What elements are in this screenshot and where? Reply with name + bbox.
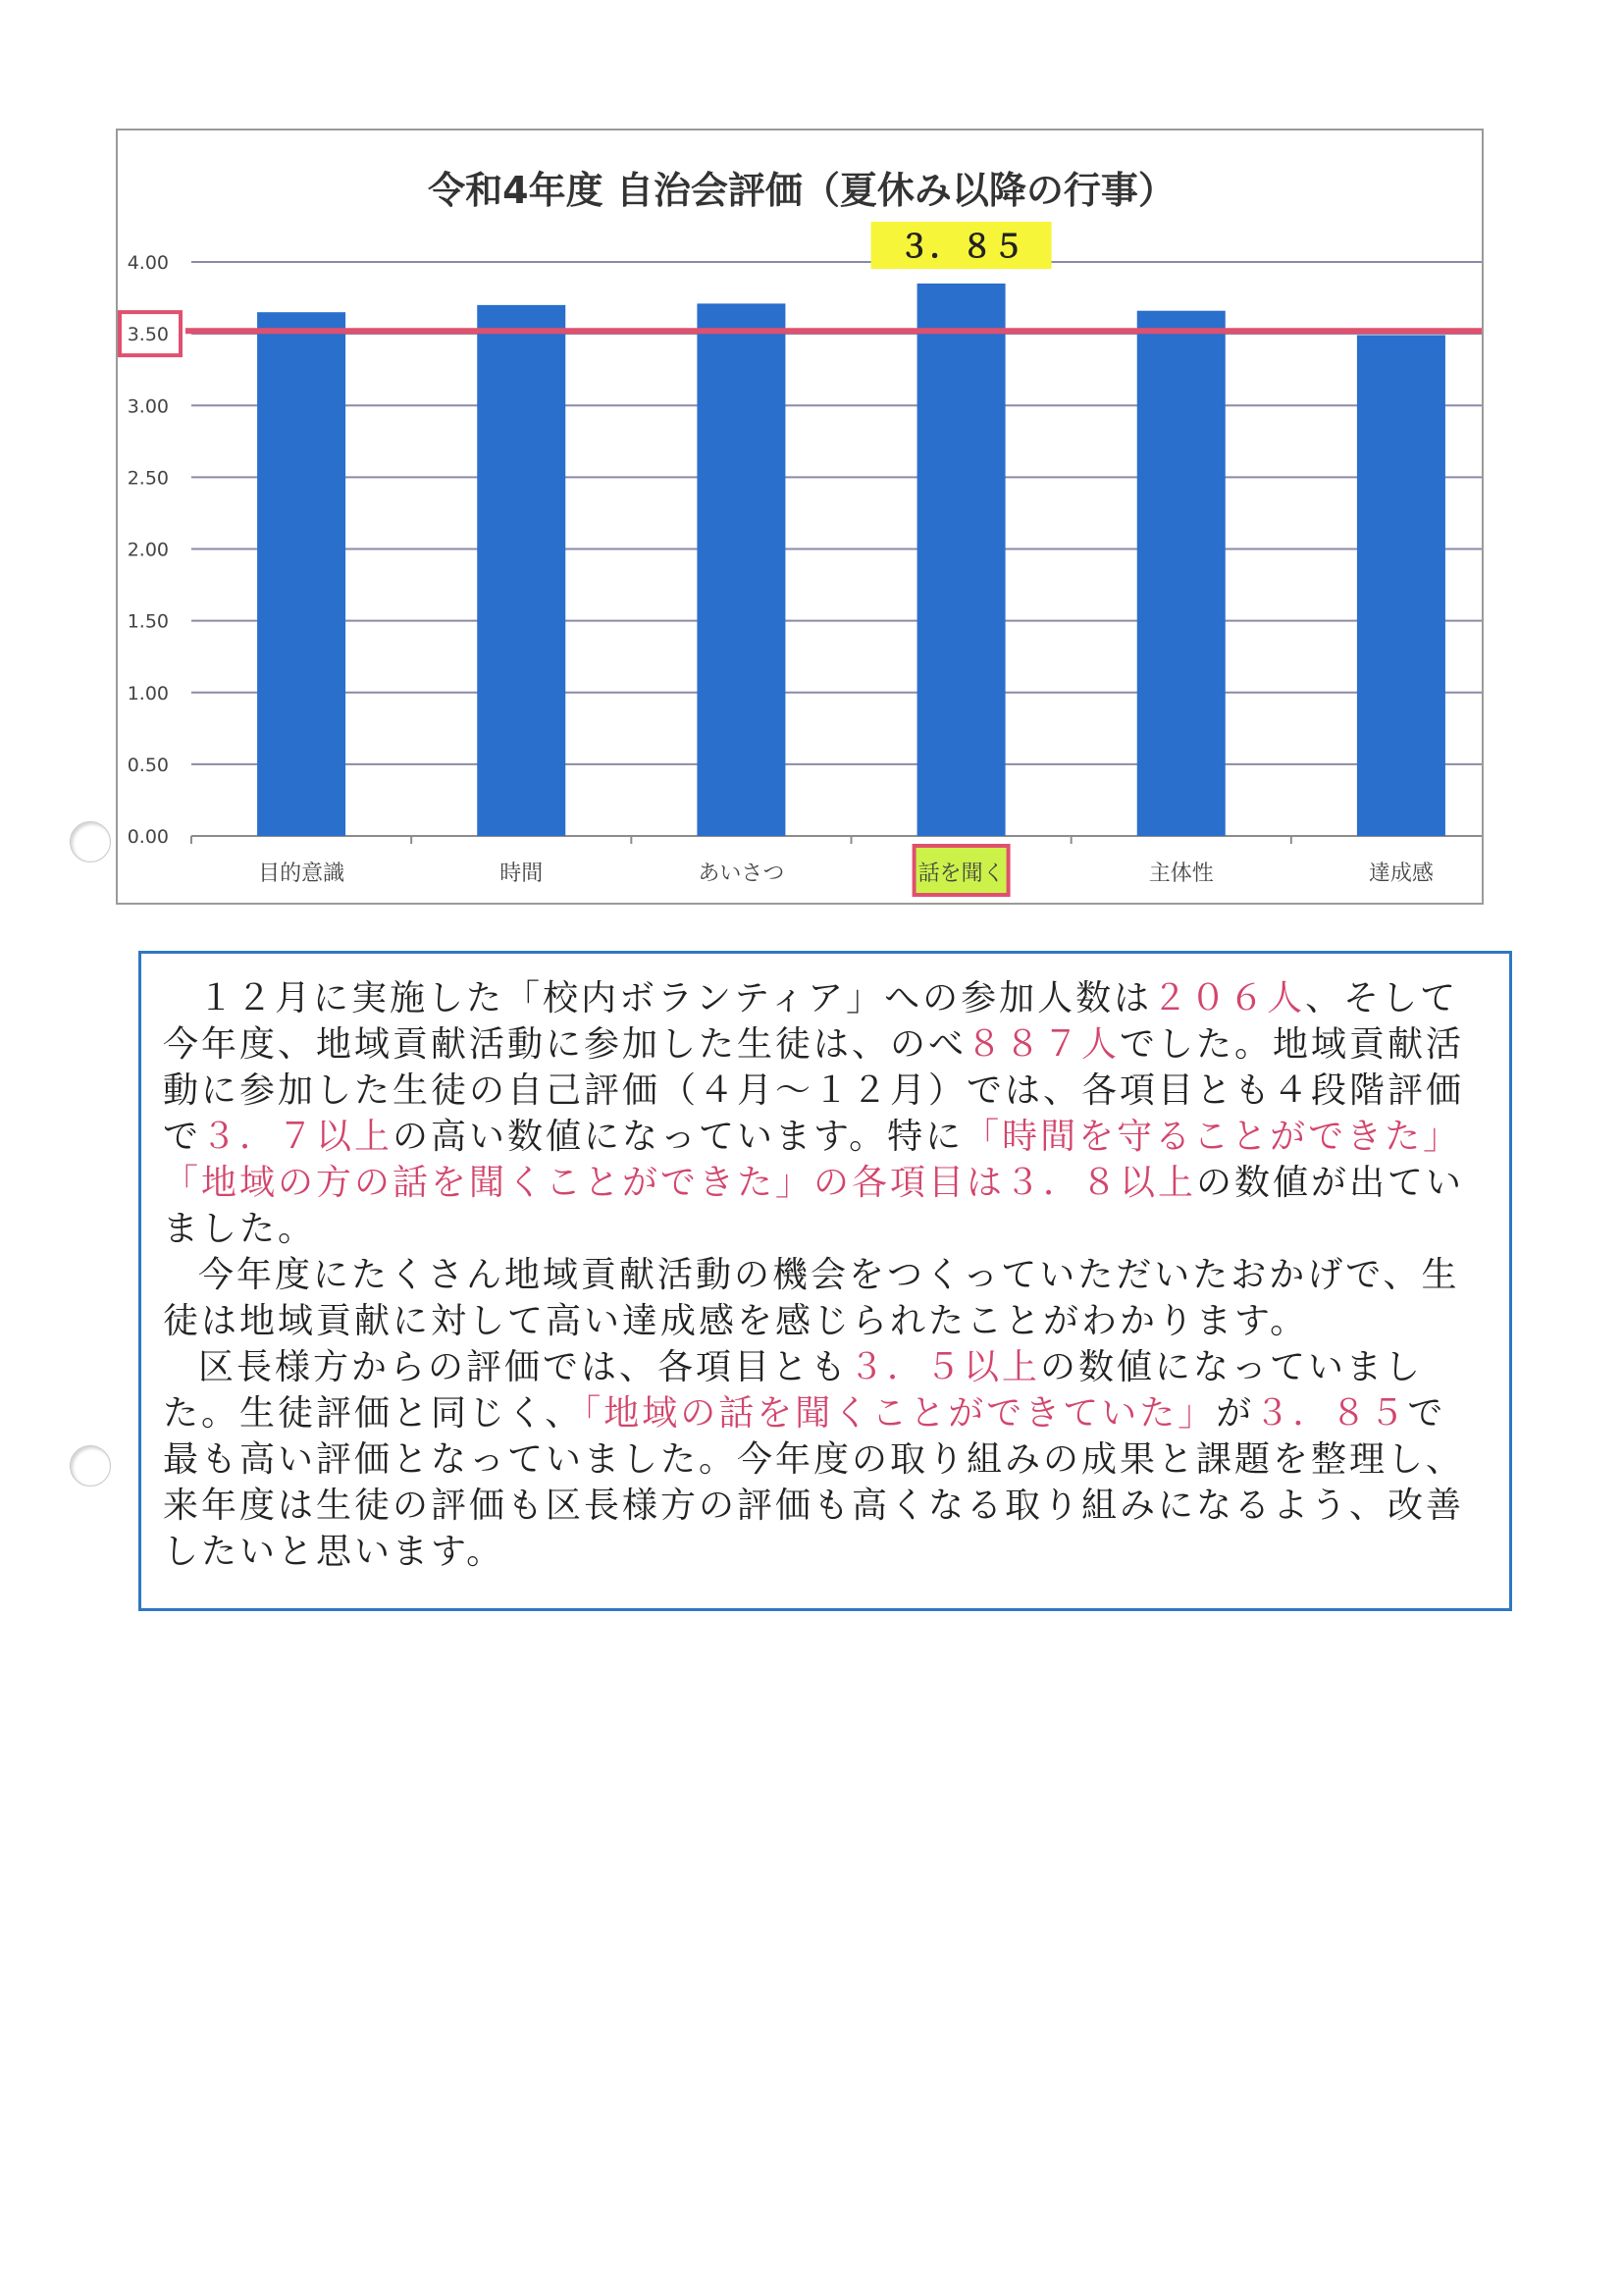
x-category-label: 主体性 [1148, 861, 1214, 886]
punch-hole-bottom [70, 1445, 111, 1487]
p3-highlight-top-score: ３．８５ [1254, 1393, 1408, 1434]
p3-text-3: が [1216, 1393, 1255, 1434]
paragraph-2: 今年度にたくさん地域貢献活動の機会をつくっていただいたおかげで、生徒は地域貢献に対して高い達成感を感じられたことがわかります。 [163, 1255, 1460, 1341]
x-category-label: 時間 [499, 861, 544, 886]
y-tick-label: 3.00 [127, 395, 169, 418]
p3-text-1: 区長様方からの評価では、各項目とも [198, 1347, 850, 1387]
bar-chart [118, 130, 1482, 903]
punch-hole-top [70, 821, 111, 862]
p1-highlight-items: 「時間を守ることができた」「地域の方の話を聞くことができた」の各項目は３．８以上 [163, 1117, 1462, 1203]
p1-text-4: の高い数値になっています。特に [393, 1117, 965, 1157]
y-tick-label: 0.00 [127, 826, 169, 848]
paragraph-1 [163, 975, 1474, 1252]
chart-frame [116, 129, 1484, 905]
bar [257, 312, 345, 836]
p1-highlight-score: ３．７以上 [201, 1117, 393, 1157]
y-tick-label: 4.00 [127, 252, 169, 274]
bars [257, 284, 1445, 836]
y-tick-label: 1.50 [127, 610, 169, 633]
description-box [138, 951, 1512, 1611]
bar [477, 305, 565, 836]
x-category-label: 目的意識 [258, 861, 345, 886]
p1-text-2: 、そして今年度、地域貢献活動に参加した生徒は、のべ [163, 978, 1459, 1065]
bar [917, 284, 1006, 836]
y-tick-label: 0.50 [127, 754, 169, 776]
y-tick-label: 2.50 [127, 467, 169, 490]
x-category-label: あいさつ [698, 861, 785, 886]
bar [1137, 311, 1226, 836]
bar [1357, 336, 1445, 836]
y-tick-label: 2.00 [127, 539, 169, 561]
p3-text-2: の数値になっていました。生徒評価と同じく、 [163, 1347, 1424, 1434]
p1-text-3: でした。地域貢献活動に参加した生徒の自己評価（４月～１２月）では、各項目とも４段階評価で [163, 1024, 1465, 1157]
x-axis-labels [258, 846, 1434, 895]
p1-text-5: の数値が出ていました。 [163, 1163, 1465, 1249]
p3-text-4: で最も高い評価となっていました。今年度の取り組みの成果と課題を整理し、来年度は生徒の評価も区長様方の評価も高くなる取り組みになるよう、改善したいと思います。 [163, 1393, 1465, 1572]
chart-title: 令和4年度 自治会評価（夏休み以降の行事） [428, 169, 1176, 212]
p3-highlight-item: 「地域の話を聞くことができていた」 [583, 1393, 1217, 1434]
gridlines [191, 262, 1482, 844]
p1-highlight-total: ８８７人 [967, 1024, 1121, 1065]
bar [697, 303, 785, 836]
p1-highlight-participants: ２０６人 [1152, 978, 1306, 1018]
p3-highlight-score: ３．５以上 [849, 1347, 1041, 1387]
y-tick-label: 1.00 [127, 682, 169, 704]
y-tick-label: 3.50 [127, 324, 169, 346]
p1-text-1: １２月に実施した「校内ボランティア」への参加人数は [198, 978, 1153, 1018]
value-label: ３．８５ [898, 228, 1024, 265]
y-axis-ticks [128, 252, 169, 848]
x-category-label: 達成感 [1368, 861, 1434, 886]
x-category-label: 話を聞く [917, 861, 1005, 886]
paragraph-3 [163, 1344, 1474, 1575]
